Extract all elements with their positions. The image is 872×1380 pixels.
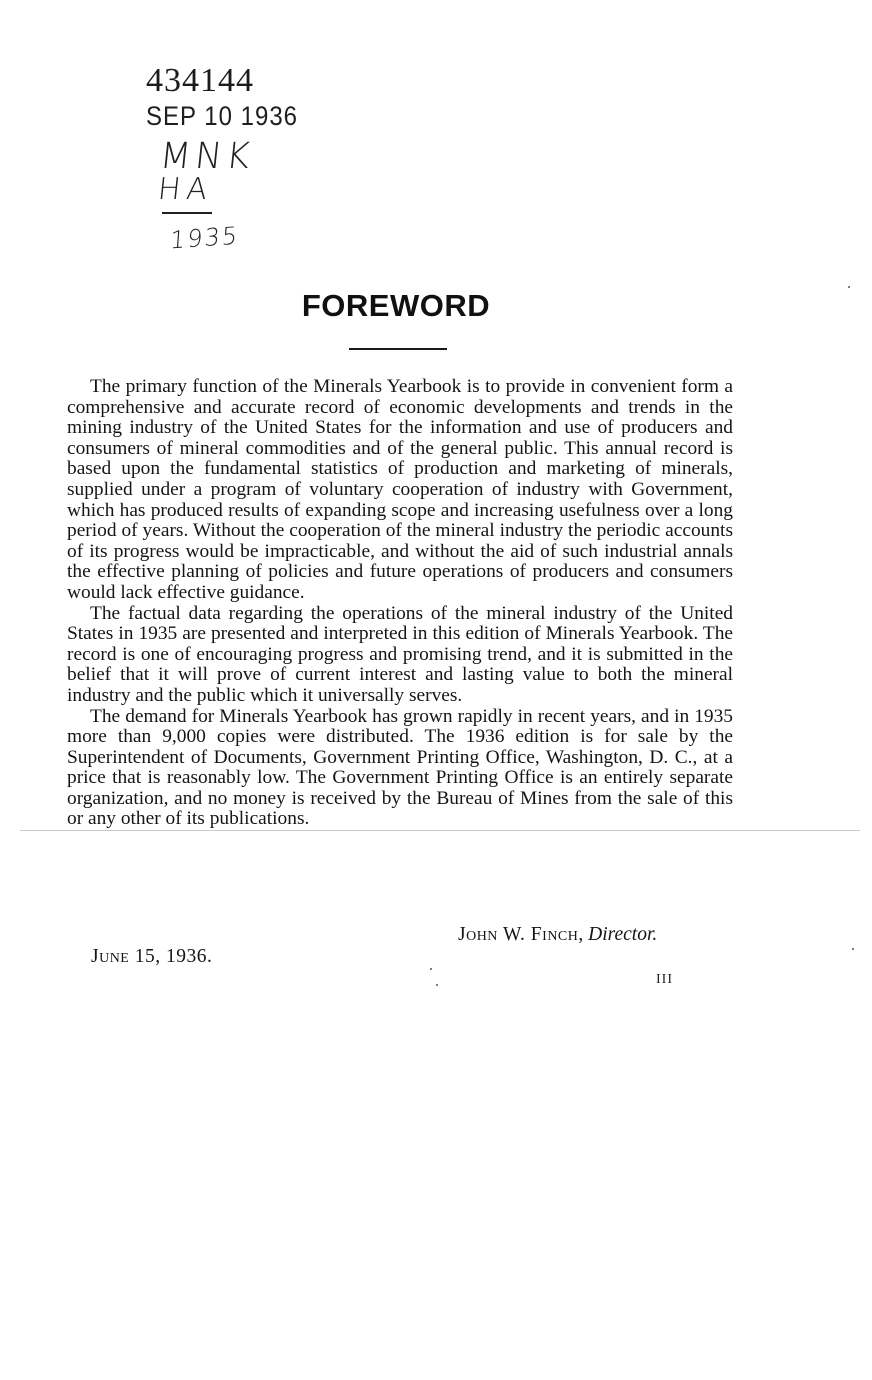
received-date-stamp: SEP 10 1936 [146, 102, 299, 132]
scan-speck [430, 968, 432, 970]
signatory-name: John W. Finch [458, 924, 579, 945]
handwritten-note-line-1: MNK [157, 136, 256, 177]
scan-artifact-line [20, 830, 860, 831]
paragraph-3: The demand for Minerals Yearbook has grown rapidly in recent years, and in 1935 more than 9,000 copies were distributed. The 1936 edition is for sale by the Superintendent of Documents, Government Printing Office, Washington, D. C., at a price that is reasonably low. The Government Printing Office is an entirely separate organization, and no money is received by the Bureau of Mines from the sale of this or any other of its publications. [67, 705, 733, 830]
handwritten-underline [162, 212, 212, 214]
foreword-body [67, 377, 733, 830]
signature [458, 924, 657, 946]
accession-number: 434144 [146, 62, 254, 99]
signatory-role: Director. [588, 924, 658, 945]
handwritten-note-line-3: 1935 [169, 221, 240, 255]
scan-speck [436, 984, 438, 986]
paragraph-1: The primary function of the Minerals Yearbook is to provide in convenient form a comprehensive and accurate record of economic developments and trends in the mining industry of the United States for the information and use of producers and consumers of mineral commodities and of the general public. This annual record is based upon the fundamental statistics of production and marketing of minerals, supplied under a program of voluntary cooperation of industry with Government, which has produced results of expanding scope and increasing usefulness over a long period of years. Without the cooperation of the mineral industry the periodic accounts of its progress would be impracticable, and without the aid of such industrial annals the effective planning of policies and future operations of producers and consumers would lack effective guidance. [67, 376, 733, 603]
paragraph-2: The factual data regarding the operations of the mineral industry of the United States in 1935 are presented and interpreted in this edition of Minerals Yearbook. The record is one of encouraging progress and promising trend, and it is submitted in the belief that it will prove of current interest and lasting value to both the mineral industry and the public which it universally serves. [67, 602, 733, 706]
handwritten-note-line-2: HA [156, 172, 215, 207]
foreword-date: June 15, 1936. [91, 946, 213, 967]
title-divider [349, 348, 447, 350]
scan-speck [852, 948, 854, 950]
scan-speck [848, 286, 850, 288]
page-number: III [656, 972, 673, 987]
signature-separator: , [578, 924, 589, 945]
page-title: FOREWORD [301, 288, 491, 323]
